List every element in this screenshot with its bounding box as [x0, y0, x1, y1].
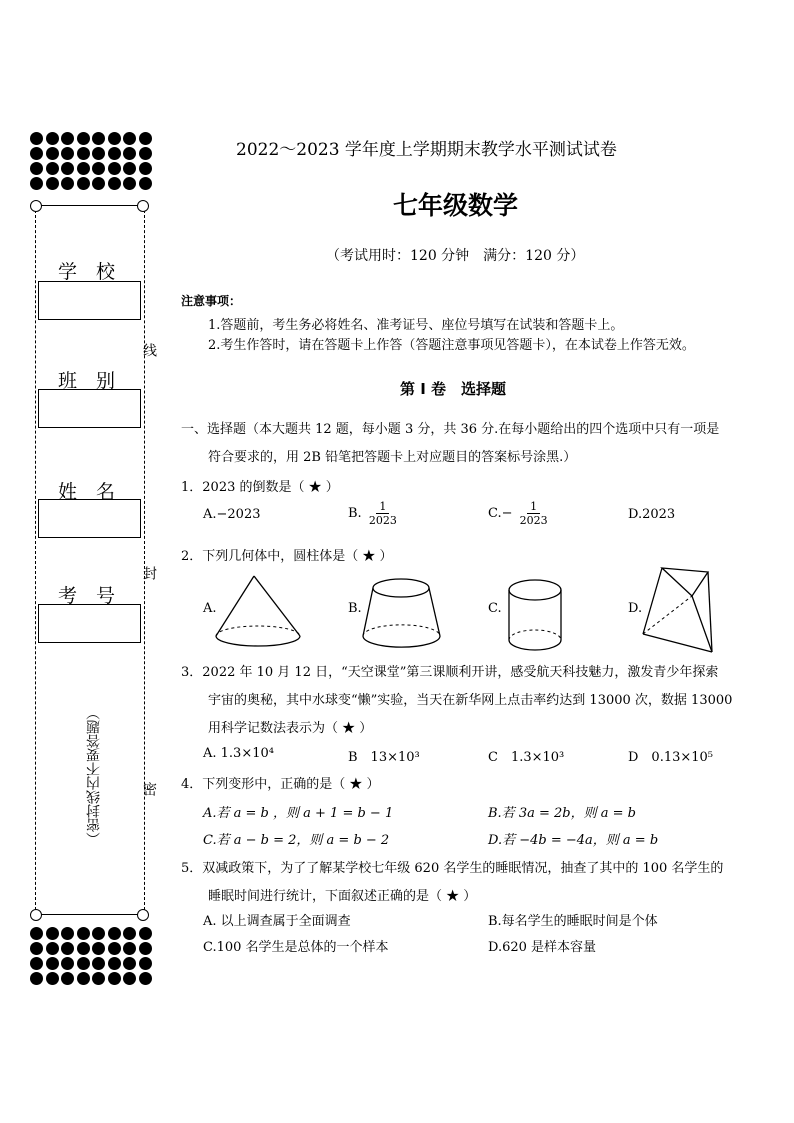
binding-dot	[61, 972, 74, 985]
binding-dot	[77, 162, 90, 175]
binding-dot	[92, 942, 105, 955]
seal-note: （密封线内不要答题）	[86, 706, 102, 846]
binding-dot	[30, 132, 43, 145]
binding-dot	[77, 957, 90, 970]
binding-dot	[123, 942, 136, 955]
binding-dots-top	[30, 132, 152, 190]
section-intro: 符合要求的，用 2B 铅笔把答题卡上对应题目的答案标号涂黑.）	[208, 450, 577, 465]
binding-dot	[77, 927, 90, 940]
question-stem: 4．下列变形中，正确的是（ ★ ）	[181, 777, 380, 792]
binding-dot	[46, 957, 59, 970]
option-a: A. 以上调查属于全面调查	[203, 914, 351, 929]
binding-dot	[46, 927, 59, 940]
binding-dot	[61, 927, 74, 940]
binding-dot	[108, 972, 121, 985]
binding-dot	[30, 177, 43, 190]
binding-dot	[92, 957, 105, 970]
exam-number-field[interactable]	[38, 604, 141, 643]
section-title: 第 I 卷 选择题	[400, 380, 507, 398]
binding-dot	[108, 132, 121, 145]
question-stem: 5．双减政策下，为了了解某学校七年级 620 名学生的睡眠情况，抽查了其中的 100 名学生的	[181, 861, 724, 876]
binding-dot	[77, 942, 90, 955]
option-a: A.−2023	[203, 507, 261, 522]
question-stem: 3．2022 年 10 月 12 日，“天空课堂”第三课顺利开讲，感受航天科技魅力，激发青少年探索	[181, 665, 719, 680]
binding-mark-secret: 密	[141, 782, 157, 796]
binding-dot	[92, 162, 105, 175]
binding-ring	[30, 909, 42, 921]
cylinder-figure	[505, 576, 567, 658]
option-c: C.若 a − b = 2，则 a = b − 2	[203, 833, 390, 848]
option-b: B. $\frac{1}{2023}$	[348, 500, 397, 527]
binding-dot	[77, 147, 90, 160]
binding-dot	[46, 162, 59, 175]
binding-dot	[61, 942, 74, 955]
question-stem: 宇宙的奥秘，其中水球变“懒”实验，当天在新华网上点击率约达到 13000 次，数据 13000	[208, 693, 733, 708]
section-intro: 一、选择题（本大题共 12 题，每小题 3 分，共 36 分.在每小题给出的四个选项中只有一项是	[181, 422, 720, 437]
binding-dot	[92, 927, 105, 940]
option-c: C.	[488, 601, 502, 616]
binding-dot	[92, 972, 105, 985]
binding-dot	[108, 177, 121, 190]
binding-dot	[61, 132, 74, 145]
binding-dot	[139, 927, 152, 940]
binding-dot	[108, 927, 121, 940]
binding-dot	[61, 177, 74, 190]
option-c: C 1.3×10³	[488, 750, 565, 765]
binding-dot	[61, 957, 74, 970]
binding-dot	[46, 132, 59, 145]
binding-dot	[30, 162, 43, 175]
binding-dot	[92, 132, 105, 145]
option-d: D.若 −4b = −4a，则 a = b	[488, 833, 659, 848]
binding-dot	[61, 147, 74, 160]
binding-dot	[77, 972, 90, 985]
binding-dot	[30, 927, 43, 940]
binding-dot	[139, 972, 152, 985]
name-label: 姓 名	[58, 481, 116, 503]
school-label: 学 校	[58, 261, 116, 283]
binding-dot	[30, 942, 43, 955]
option-d: D.2023	[628, 507, 676, 522]
option-d: D.	[628, 601, 643, 616]
note-item: 2.考生作答时，请在答题卡上作答（答题注意事项见答题卡），在本试卷上作答无效。	[208, 338, 695, 353]
option-d: D.620 是样本容量	[488, 940, 597, 955]
question-stem: 2．下列几何体中，圆柱体是（ ★ ）	[181, 549, 393, 564]
binding-dot	[123, 177, 136, 190]
option-b: B.若 3a = 2b，则 a = b	[488, 806, 636, 821]
exam-number-label: 考 号	[58, 585, 116, 607]
option-a: A.若 a = b ，则 a + 1 = b − 1	[203, 806, 394, 821]
binding-dot	[46, 147, 59, 160]
binding-dot	[139, 147, 152, 160]
binding-dot	[61, 162, 74, 175]
binding-dot	[108, 957, 121, 970]
binding-top-line	[37, 205, 143, 206]
binding-dot	[108, 942, 121, 955]
class-label: 班 别	[58, 370, 116, 392]
binding-dot	[139, 162, 152, 175]
binding-dot	[123, 927, 136, 940]
binding-dot	[123, 957, 136, 970]
binding-dot	[46, 972, 59, 985]
binding-mark-seal: 封	[141, 566, 157, 580]
name-field[interactable]	[38, 499, 141, 538]
binding-dot	[30, 957, 43, 970]
binding-dot	[77, 132, 90, 145]
prism-figure	[640, 566, 716, 658]
subject-title: 七年级数学	[393, 191, 519, 220]
binding-ring	[137, 200, 149, 212]
binding-dot	[77, 177, 90, 190]
binding-dot	[46, 942, 59, 955]
binding-dot	[139, 942, 152, 955]
note-item: 1.答题前，考生务必将姓名、准考证号、座位号填写在试装和答题卡上。	[208, 318, 624, 333]
option-b: B.每名学生的睡眠时间是个体	[488, 914, 658, 929]
frustum-figure	[358, 574, 448, 656]
binding-dot	[123, 972, 136, 985]
option-c: C.− $\frac{1}{2023}$	[488, 500, 548, 527]
option-b: B 13×10³	[348, 750, 420, 765]
binding-bottom-line	[37, 914, 143, 915]
binding-dot	[108, 147, 121, 160]
option-c: C.100 名学生是总体的一个样本	[203, 940, 389, 955]
binding-dot	[123, 162, 136, 175]
binding-ring	[30, 200, 42, 212]
binding-dot	[123, 147, 136, 160]
question-stem: 用科学记数法表示为（ ★ ）	[208, 721, 373, 736]
binding-ring	[137, 909, 149, 921]
binding-dot	[139, 132, 152, 145]
question-stem: 睡眠时间进行统计，下面叙述正确的是（ ★ ）	[208, 889, 477, 904]
binding-dot	[92, 147, 105, 160]
binding-dot	[30, 147, 43, 160]
notes-heading: 注意事项：	[181, 294, 242, 308]
option-b: B.	[348, 601, 362, 616]
binding-dot	[139, 957, 152, 970]
binding-dots-bottom	[30, 927, 152, 985]
question-stem: 1．2023 的倒数是（ ★ ）	[181, 480, 339, 495]
cone-figure	[212, 572, 304, 652]
option-a: A. 1.3×10⁴	[203, 746, 274, 761]
binding-dot	[139, 177, 152, 190]
option-a: A.	[203, 601, 217, 616]
school-field[interactable]	[38, 281, 141, 320]
binding-mark-line: 线	[141, 343, 157, 357]
binding-dot	[92, 177, 105, 190]
binding-dot	[108, 162, 121, 175]
binding-dot	[46, 177, 59, 190]
option-d: D 0.13×10⁵	[628, 750, 714, 765]
binding-dot	[30, 972, 43, 985]
binding-dot	[123, 132, 136, 145]
exam-title: 2022～2023 学年度上学期期末教学水平测试试卷	[236, 140, 617, 160]
class-field[interactable]	[38, 389, 141, 428]
time-info: （考试用时：120 分钟 满分：120 分）	[326, 248, 585, 264]
